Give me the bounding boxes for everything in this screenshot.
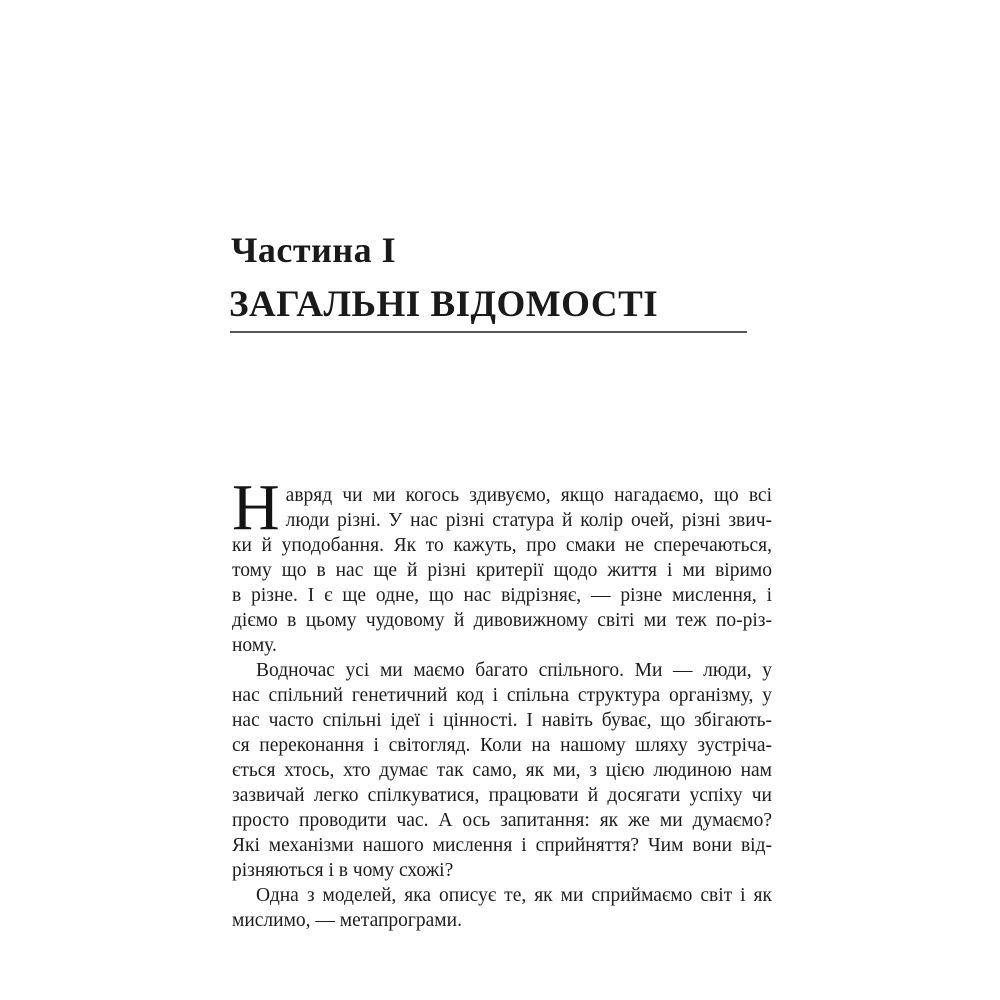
chapter-title: ЗАГАЛЬНІ ВІДОМОСТІ bbox=[229, 284, 659, 325]
text-line: ється хтось, хто думає так само, як ми, з цією людиною нам bbox=[232, 760, 772, 781]
text-line: ки й уподобання. Як то кажуть, про смаки не сперечаються, bbox=[232, 535, 772, 556]
text-line: нас часто спільні ідеї і цінності. І навіть буває, що збігають- bbox=[232, 710, 772, 731]
text-line: різняються і в чому схожі? bbox=[232, 860, 454, 881]
body-text-block bbox=[232, 471, 772, 933]
paragraph-3 bbox=[232, 883, 772, 933]
text-line: мислимо, — метапрограми. bbox=[232, 910, 462, 931]
drop-cap: Н bbox=[232, 471, 280, 544]
text-line: Які механізми нашого мислення і сприйняття? Чим вони від- bbox=[232, 835, 772, 856]
text-line: авряд чи ми когось здивуємо, якщо нагадаємо, що всі bbox=[285, 485, 772, 506]
text-line: просто проводити час. А ось запитання: як же ми думаємо? bbox=[232, 810, 772, 831]
part-label: Частина І bbox=[231, 230, 397, 270]
text-line: в різне. І є ще одне, що нас відрізняє, — різне мислення, і bbox=[232, 585, 772, 606]
paragraph-1 bbox=[232, 471, 772, 658]
text-line: нас спільний генетичний код і спільна структура організму, у bbox=[232, 685, 772, 706]
text-line: ся переконання і світогляд. Коли на нашому шляху зустріча- bbox=[232, 735, 772, 756]
title-rule-divider bbox=[230, 331, 747, 333]
text-line: люди різні. У нас різні статура й колір очей, різні звич- bbox=[285, 510, 772, 531]
text-line: ному. bbox=[232, 635, 277, 656]
text-line: Одна з моделей, яка описує те, як ми сприймаємо світ і як bbox=[256, 885, 772, 906]
text-line: тому що в нас ще й різні критерії щодо життя і ми віримо bbox=[232, 560, 772, 581]
text-line: Водночас усі ми маємо багато спільного. Ми — люди, у bbox=[256, 660, 772, 681]
text-line: діємо в цьому чудовому й дивовижному світі ми теж по-різ- bbox=[232, 610, 772, 631]
text-line: зазвичай легко спілкуватися, працювати й досягати успіху чи bbox=[232, 785, 772, 806]
paragraph-2 bbox=[232, 658, 772, 883]
